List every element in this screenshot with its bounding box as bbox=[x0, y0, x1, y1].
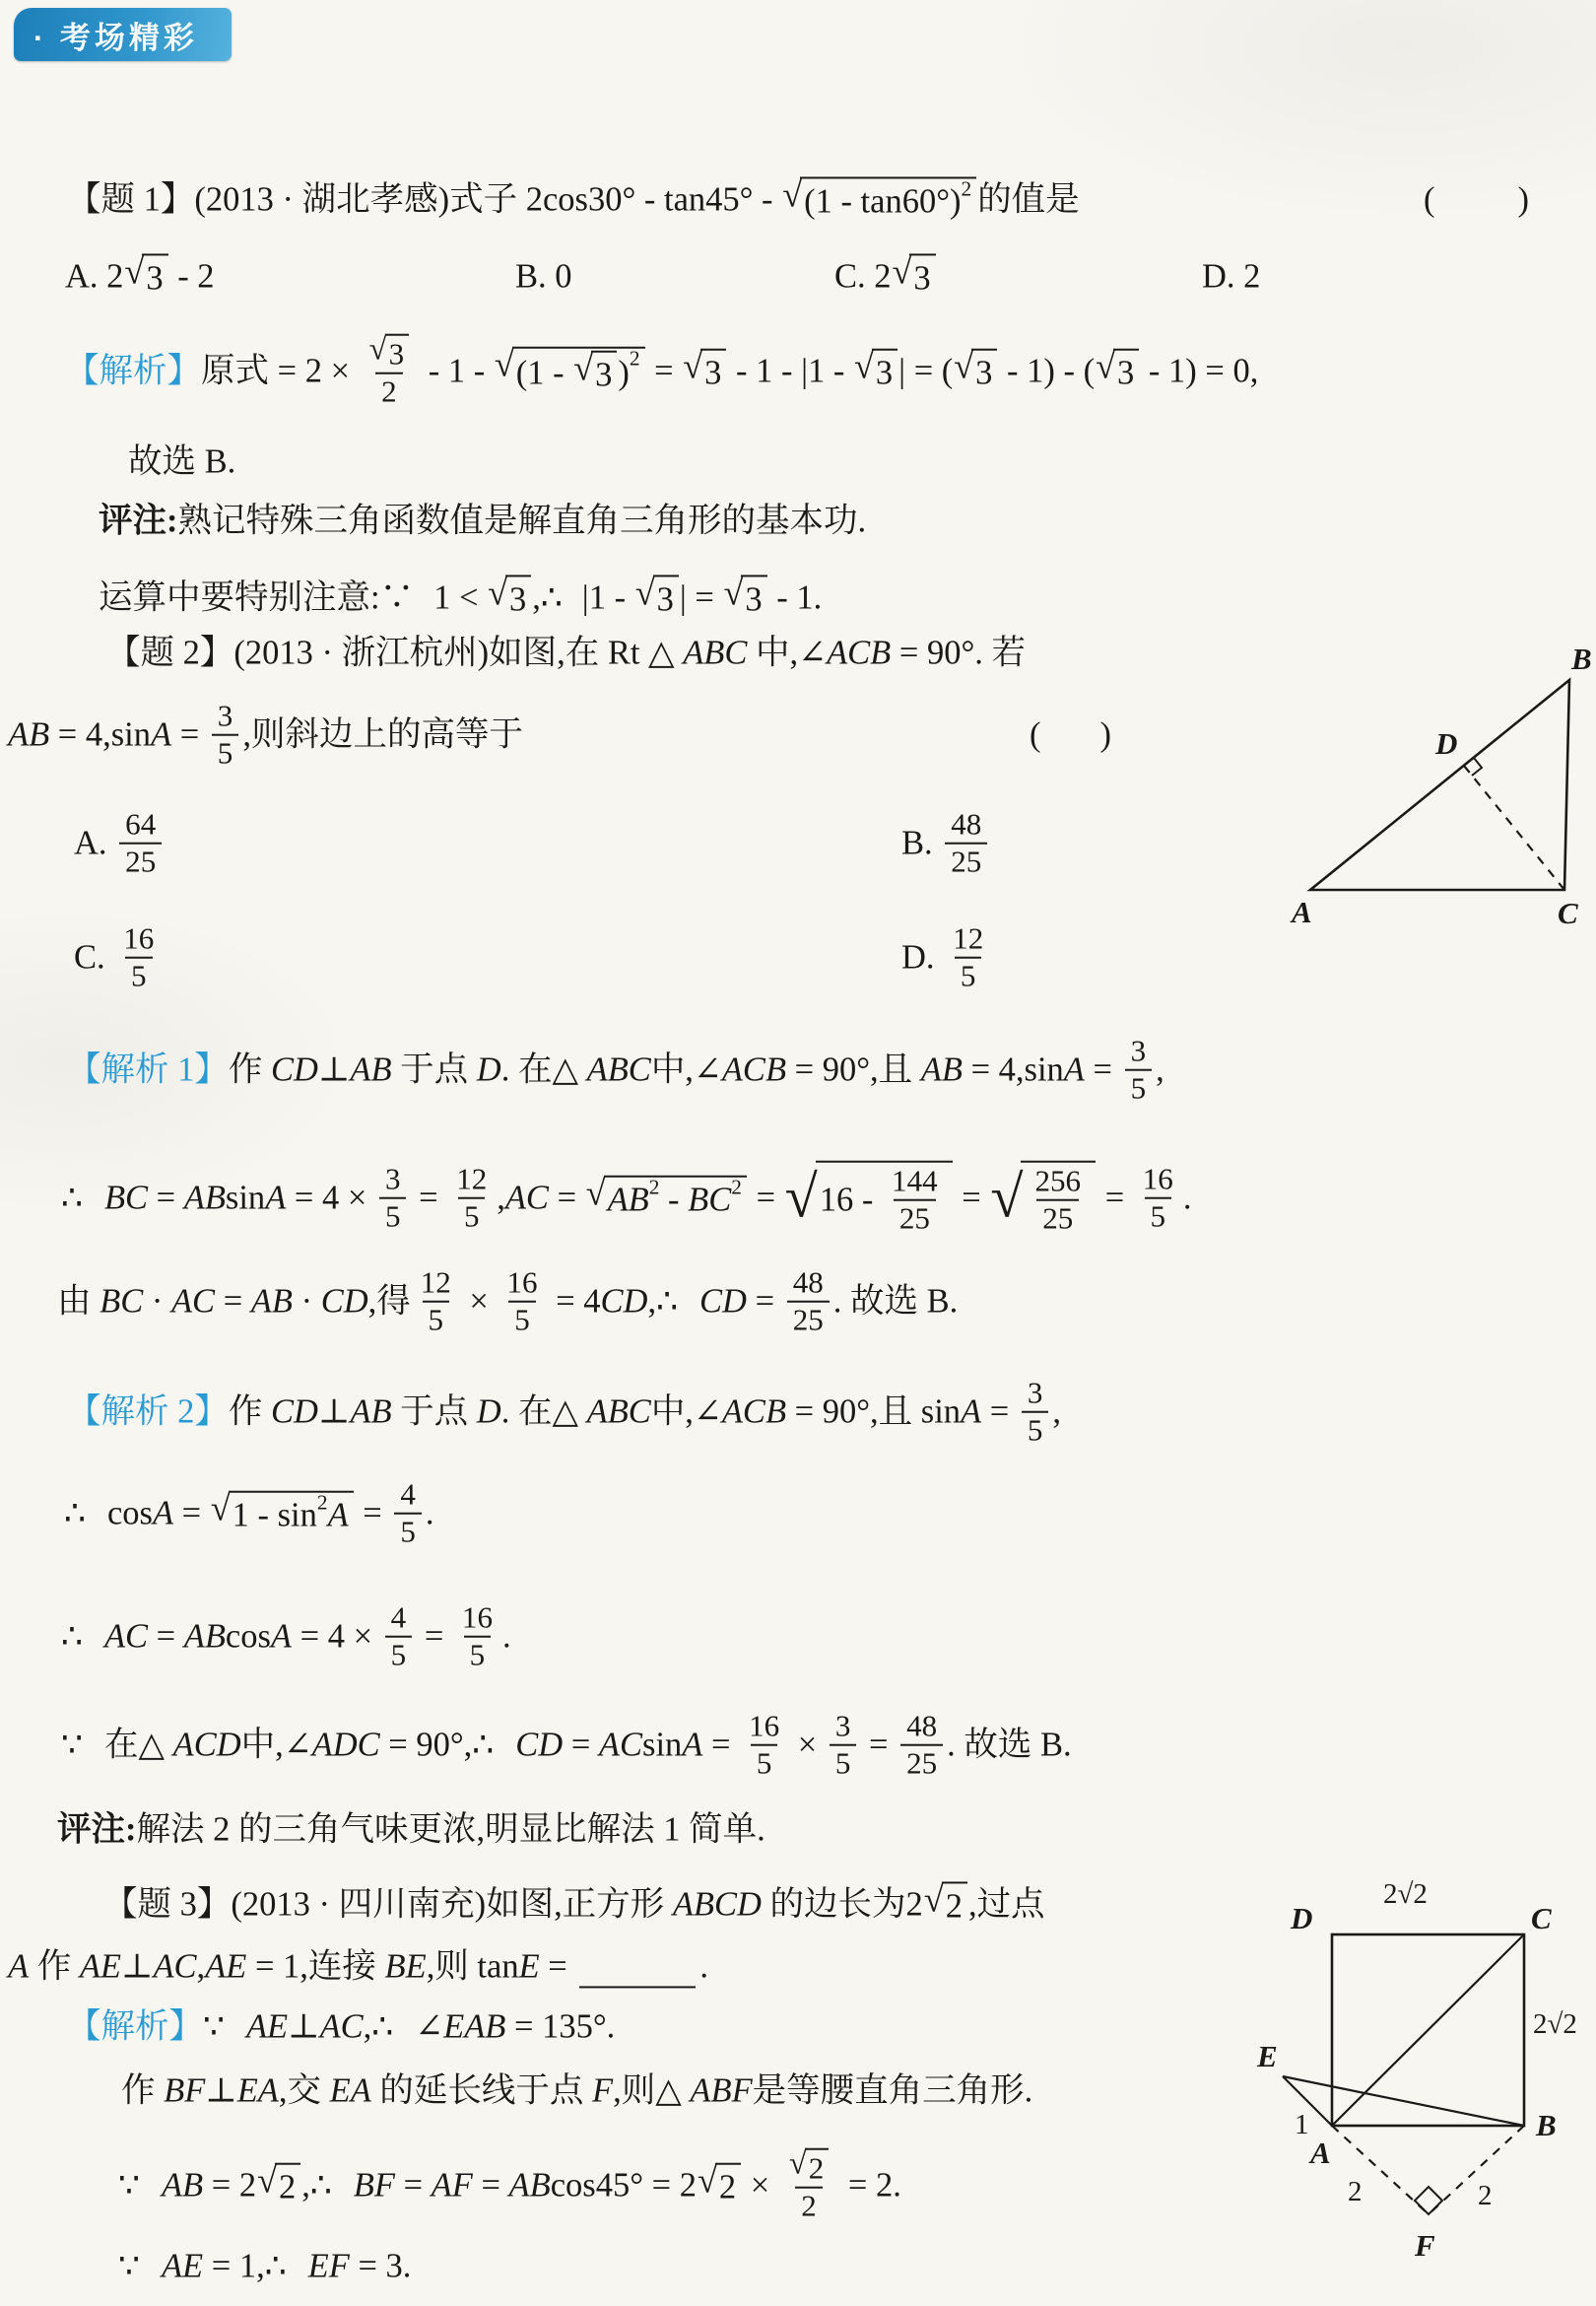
vertex-label-a: A bbox=[1310, 2136, 1331, 2170]
triangle-abc-outline bbox=[1310, 680, 1569, 890]
problem3-analysis-line4: ∵ AE = 1,∴ EF = 3. bbox=[118, 2247, 412, 2285]
vertex-label-c: C bbox=[1531, 1901, 1552, 1935]
problem2-option-d: D. $\frac{12}{5}$ bbox=[901, 920, 984, 993]
problem2-remark: 评注: 解法 2 的三角气味更浓,明显比解法 1 简单. bbox=[57, 1810, 765, 1849]
problem1-answer-parens: ( ) bbox=[1424, 180, 1529, 219]
problem2-answer-parens: ( ) bbox=[1030, 715, 1111, 754]
problem2-option-c: C. $\frac{16}{5}$ bbox=[74, 920, 155, 993]
problem3-analysis-line1: 【解析】 ∵ AE ⊥ AC ,∴ ∠ EAB = 135°. bbox=[67, 2007, 616, 2046]
side-length-right-label: 2√2 bbox=[1533, 2008, 1577, 2040]
problem3-statement-line2: A 作 AE ⊥ AC , AE = 1,连接 BE ,则 tan E = . bbox=[8, 1945, 708, 1988]
problem1-remark: 评注: 熟记特殊三角函数值是解直角三角形的基本功. bbox=[99, 502, 867, 540]
vertex-label-d: D bbox=[1291, 1901, 1313, 1935]
problem3-analysis-line3: ∵ AB = 2 √ 2 ,∴ BF = AF = AB cos45° = 2 √ 2 × √ 2 2 = 2. bbox=[118, 2145, 901, 2223]
problem1-note: 运算中要特别注意:∵ 1 < √ 3 ,∴ |1 - √ 3 | = √ 3 - 1. bbox=[99, 575, 822, 621]
problem3-statement-line1: 【题 3】(2013 · 四川南充)如图,正方形 ABCD 的边长为2 √ 2 ,过点 bbox=[103, 1881, 1045, 1928]
vertex-label-a: A bbox=[1292, 895, 1312, 929]
problem1-option-c: C. 2 √ 3 bbox=[834, 253, 937, 300]
problem1-analysis: 【解析】 原式 = 2 × √ 3 2 - 1 - √ (1 - √ 3 ) $^2$ = √ 3 - 1 - |1 - √ 3 | = ( √ 3 - 1) - ( √ 3 - 1) = 0, bbox=[65, 331, 1259, 409]
problem1-option-d: D. 2 bbox=[1202, 257, 1261, 296]
length-bf-label: 2 bbox=[1478, 2180, 1493, 2211]
section-header-badge bbox=[14, 8, 232, 61]
point-label-f: F bbox=[1415, 2228, 1435, 2263]
problem3-square-diagram bbox=[1253, 1858, 1593, 2306]
problem2-analysis2-line2: ∴ cos A = √ 1 - sin 2 A = $\frac{4}{5}$ . bbox=[64, 1476, 434, 1549]
problem1-statement: 【题 1】(2013 · 湖北孝感)式子 2cos30° - tan45° - √ (1 - tan60°) 2 的值是 bbox=[67, 176, 1080, 223]
problem2-statement-line1: 【题 2】(2013 · 浙江杭州)如图,在 Rt △ ABC 中,∠ ACB = 90°. 若 bbox=[106, 634, 1026, 672]
segment-eb-line bbox=[1283, 2076, 1524, 2126]
vertex-label-b: B bbox=[1536, 2108, 1557, 2142]
problem1-option-a: A. 2 √ 3 - 2 bbox=[65, 253, 215, 300]
problem2-analysis2-line1: 【解析 2】 作 CD ⊥ AB 于点 D . 在△ ABC 中,∠ ACB = 90°,且 sin A = $\frac{3}{5}$ , bbox=[67, 1375, 1061, 1448]
length-ae-label: 1 bbox=[1295, 2109, 1309, 2140]
problem2-option-b: B. $\frac{48}{25}$ bbox=[901, 808, 991, 880]
altitude-cd-dashed-line bbox=[1464, 766, 1564, 890]
problem2-analysis2-line4: ∵ 在△ ACD 中,∠ ADC = 90°,∴ CD = AC sin A = $\frac{16}{5}$ × $\frac{3}{5}$ = $\frac{48}{25}$ . 故选 B. bbox=[61, 1708, 1072, 1781]
problem2-analysis2-line3: ∴ AC = AB cos A = 4 × $\frac{4}{5}$ = $\frac{16}{5}$ . bbox=[61, 1599, 511, 1672]
problem2-analysis1-line2: ∴ BC = AB sin A = 4 × $\frac{3}{5}$ = $\frac{12}{5}$ , AC = √ AB $^2$ - BC $^2$ = √ 16 - $\frac{144}{25}$ = √ $\frac{256}{25}$ = $\frac{16}{5}$ . bbox=[61, 1161, 1192, 1236]
problem2-analysis1-line3: 由 BC · AC = AB · CD ,得 $\frac{12}{5}$ × $\frac{16}{5}$ = 4 CD ,∴ CD = $\frac{48}{25}$ . 故选 B. bbox=[57, 1264, 959, 1337]
point-label-e: E bbox=[1257, 2039, 1278, 2073]
problem3-analysis-line2: 作 BF ⊥ EA ,交 EA 的延长线于点 F ,则△ ABF 是等腰直角三角形. bbox=[121, 2071, 1033, 2110]
problem2-option-a: A. $\frac{64}{25}$ bbox=[74, 808, 166, 880]
section-header-label: · 考场精彩 bbox=[33, 20, 198, 55]
problem2-right-triangle-diagram bbox=[1266, 636, 1596, 931]
vertex-label-b: B bbox=[1571, 642, 1592, 676]
length-af-label: 2 bbox=[1348, 2176, 1363, 2207]
vertex-label-c: C bbox=[1558, 896, 1578, 930]
right-angle-mark-at-d bbox=[1472, 758, 1482, 776]
problem1-conclusion: 故选 B. bbox=[128, 442, 236, 481]
point-label-d: D bbox=[1435, 726, 1458, 761]
right-angle-mark-at-f bbox=[1415, 2187, 1442, 2214]
problem2-statement-line2: AB = 4,sin A = $\frac{3}{5}$ ,则斜边上的高等于 bbox=[8, 698, 523, 771]
diagonal-ac-line bbox=[1332, 1934, 1524, 2126]
problem2-analysis1-line1: 【解析 1】 作 CD ⊥ AB 于点 D . 在△ ABC 中,∠ ACB = 90°,且 AB = 4,sin A = $\frac{3}{5}$ , bbox=[67, 1033, 1164, 1106]
problem1-option-b: B. 0 bbox=[515, 257, 572, 296]
side-length-top-label: 2√2 bbox=[1383, 1878, 1428, 1910]
